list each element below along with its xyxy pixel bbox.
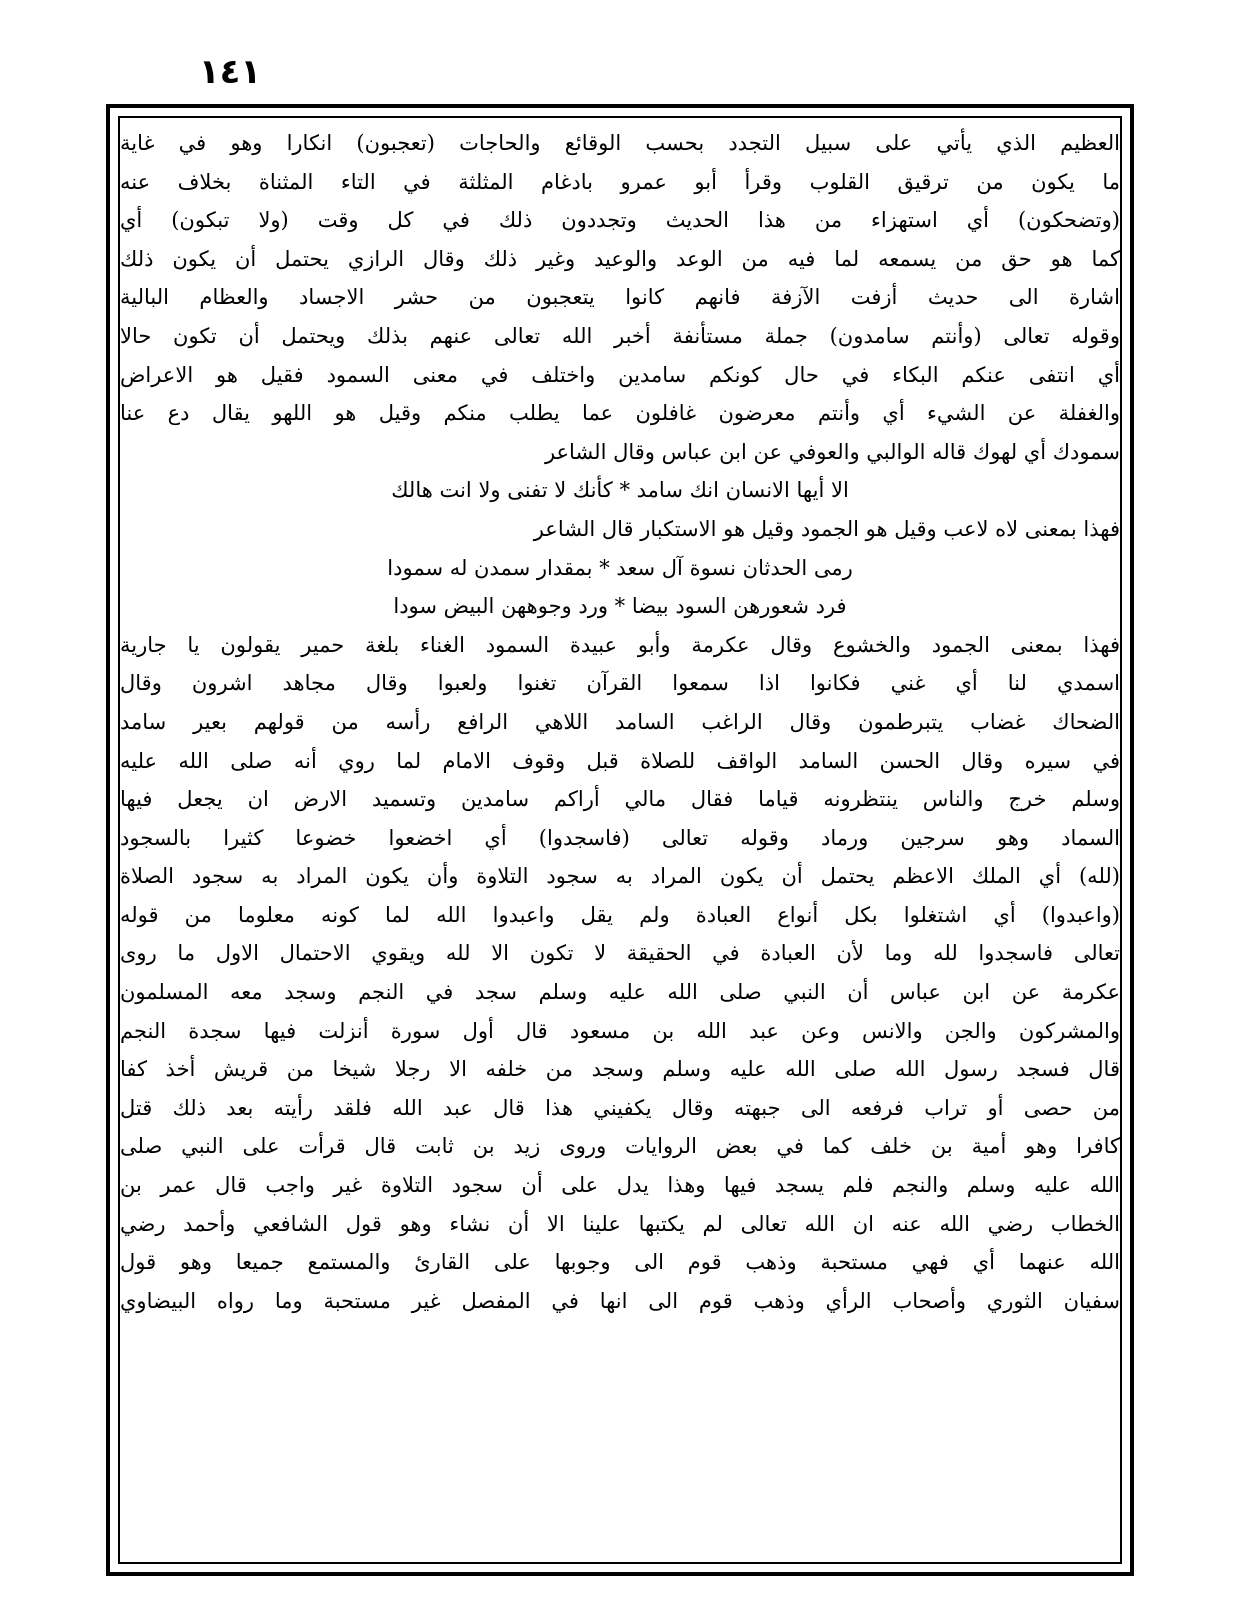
text-line: سفيان الثوري وأصحاب الرأي وذهب قوم الى انها في المفصل غير مستحبة وما رواه البيضاوي: [120, 1288, 1120, 1313]
text-line: السماد وهو سرجين ورماد وقوله تعالى (فاسجدوا) أي اخضعوا خضوعا كثيرا بالسجود: [120, 825, 1120, 850]
text-line: (وتضحكون) أي استهزاء من هذا الحديث وتجددون ذلك في كل وقت (ولا تبكون) أي: [120, 208, 1120, 233]
text-line: في سيره وقال الحسن السامد الواقف للصلاة قبل وقوف الامام لما روي أنه صلى الله عليه: [120, 748, 1120, 773]
text-line: كما هو حق من يسمعه لما فيه من الوعد والوعيد وغير ذلك وقال الرازي يحتمل أن يكون ذلك: [120, 246, 1120, 271]
text-line: قال فسجد رسول الله صلى الله عليه وسلم وسجد من خلفه الا رجلا شيخا من قريش أخذ كفا: [120, 1057, 1120, 1082]
poetry-verse: رمى الحدثان نسوة آل سعد * بمقدار سمدن له سمودا: [387, 555, 853, 580]
text-line: الضحاك غضاب يتبرطمون وقال الراغب السامد اللاهي الرافع رأسه من قولهم بعير سامد: [120, 709, 1120, 734]
text-line: والغفلة عن الشيء أي وأنتم معرضون غافلون عما يطلب منكم وقيل هو اللهو يقال دع عنا: [120, 401, 1120, 426]
text-line: وسلم خرج والناس ينتظرونه قياما فقال مالي أراكم سامدين وتسميد الارض ان يجعل فيها: [120, 787, 1120, 812]
text-line: سمودك أي لهوك قاله الوالبي والعوفي عن ابن عباس وقال الشاعر: [544, 439, 1120, 464]
page-number: ١٤١: [198, 52, 262, 92]
text-line: ما يكون من ترقيق القلوب وقرأ أبو عمرو بادغام المثلثة في التاء المثناة بخلاف عنه: [120, 169, 1120, 194]
body-text: [120, 124, 1120, 1320]
text-line: من حصى أو تراب فرفعه الى جبهته وقال يكفيني هذا قال عبد الله فلقد رأيته بعد ذلك قتل: [120, 1095, 1120, 1120]
text-line: فهذا بمعنى الجمود والخشوع وقال عكرمة وأبو عبيدة السمود الغناء بلغة حمير يقولون يا جارية: [120, 632, 1120, 657]
text-line: عكرمة عن ابن عباس أن النبي صلى الله عليه وسلم سجد في النجم وسجد معه المسلمون: [120, 980, 1120, 1005]
text-line: (لله) أي الملك الاعظم يحتمل أن يكون المراد به سجود التلاوة وأن يكون المراد به سجود الصلاة: [120, 864, 1120, 889]
text-line: فهذا بمعنى لاه لاعب وقيل هو الجمود وقيل هو الاستكبار قال الشاعر: [533, 516, 1120, 541]
text-line: الله عليه وسلم والنجم فلم يسجد فيها وهذا يدل على أن سجود التلاوة غير واجب قال عمر بن: [120, 1173, 1120, 1198]
poetry-verse: فرد شعورهن السود بيضا * ورد وجوههن البيض سودا: [393, 594, 847, 619]
text-line: الله عنهما أي فهي مستحبة وذهب قوم الى وجوبها على القارئ والمستمع جميعا وهو قول: [120, 1250, 1120, 1275]
text-line: (واعبدوا) أي اشتغلوا بكل أنواع العبادة ولم يقل واعبدوا الله لما كونه معلوما من قوله: [120, 902, 1120, 927]
text-line: وقوله تعالى (وأنتم سامدون) جملة مستأنفة أخبر الله تعالى عنهم بذلك ويحتمل أن تكون حالا: [120, 323, 1120, 348]
text-line: اسمدي لنا أي غني فكانوا اذا سمعوا القرآن تغنوا ولعبوا وقال مجاهد اشرون وقال: [120, 671, 1120, 696]
text-line: اشارة الى حديث أزفت الآزفة فانهم كانوا يتعجبون من حشر الاجساد والعظام البالية: [120, 285, 1120, 310]
text-line: العظيم الذي يأتي على سبيل التجدد بحسب الوقائع والحاجات (تعجبون) انكارا وهو في غاية: [120, 131, 1120, 155]
text-line: الخطاب رضي الله عنه ان الله تعالى لم يكتبها علينا الا أن نشاء وهو قول الشافعي وأحمد رضي: [120, 1211, 1120, 1236]
text-line: أي انتفى عنكم البكاء في حال كونكم سامدين واختلف في معنى السمود فقيل هو الاعراض: [120, 362, 1120, 387]
text-line: والمشركون والجن والانس وعن عبد الله بن مسعود قال أول سورة أنزلت فيها سجدة النجم: [120, 1018, 1120, 1043]
text-line: تعالى فاسجدوا لله وما لأن العبادة في الحقيقة لا تكون الا لله ويقوي الاحتمال الاول ما روى: [120, 941, 1120, 966]
text-line: كافرا وهو أمية بن خلف كما في بعض الروايات وروى زيد بن ثابت قال قرأت على النبي صلى: [120, 1134, 1120, 1159]
poetry-verse: الا أيها الانسان انك سامد * كأنك لا تفنى ولا انت هالك: [391, 478, 849, 503]
